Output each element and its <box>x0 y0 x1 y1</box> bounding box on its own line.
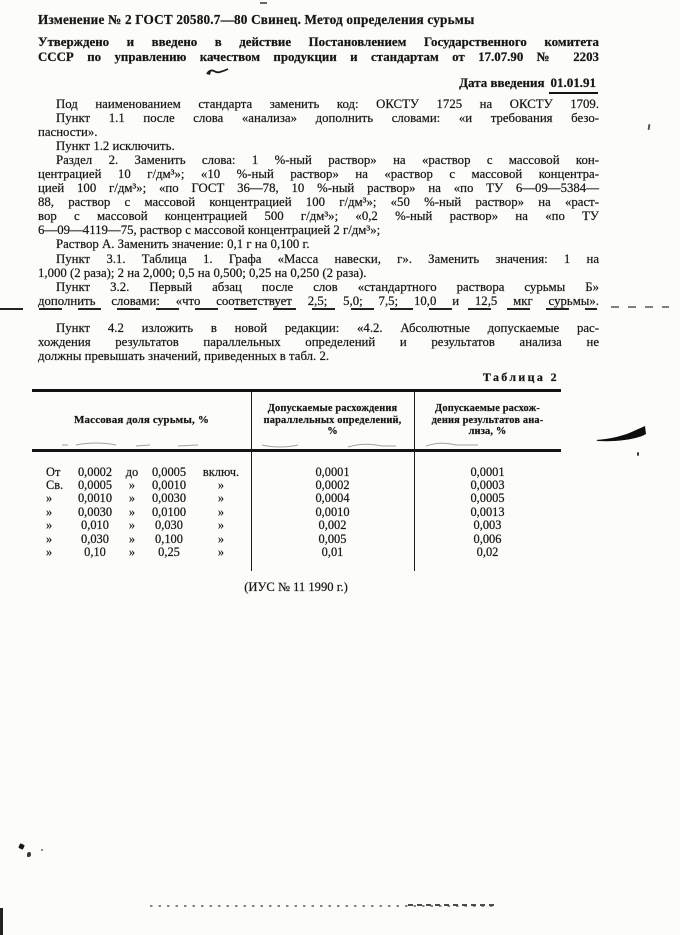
range-prefix: » <box>46 504 53 519</box>
body-line: 1,000 (2 раза); 2 на 2,000; 0,5 на 0,500; 0,25 на 0,250 (2 раза). <box>38 265 367 280</box>
range-to: 0,0010 <box>151 477 187 492</box>
body-line: хождения результатов параллельных определений и результатов анализа не <box>38 335 599 350</box>
range-from: 0,0030 <box>77 504 113 519</box>
col-header-line: % <box>327 426 338 438</box>
table-column-divider <box>414 392 415 571</box>
effective-date-label: Дата введения <box>459 75 545 90</box>
table-row <box>32 519 561 532</box>
body-line: дополнить словами: «что соответствует 2,5; 5,0; 7,5; 10,0 и 12,5 мкг сурьмы». <box>38 293 599 308</box>
col-header-line: Допускаемые расхождения <box>267 402 398 414</box>
col-header-mass-fraction: Массовая доля сурьмы, % <box>73 413 209 426</box>
table-row <box>32 466 561 479</box>
range-mid: » <box>128 531 136 546</box>
body-line: Раствор А. Заменить значение: 0,1 г на 0,100 г. <box>56 237 310 252</box>
range-to: 0,0100 <box>151 504 187 519</box>
range-from: 0,10 <box>84 545 106 560</box>
scan-artifact-tilde-mark <box>205 66 231 78</box>
range-mid: » <box>128 477 136 492</box>
scan-artifact-dashed-rule <box>0 308 597 310</box>
scan-artifact-speck <box>637 452 639 456</box>
range-from: 0,010 <box>81 518 109 533</box>
scan-artifact-top-dash <box>260 2 267 4</box>
analysis-value: 0,0005 <box>470 491 505 506</box>
col-header-line: параллельных определений, <box>263 414 402 426</box>
table-body <box>32 452 561 571</box>
body-line: 88, раствор с массовой концентрацией 100 г/дм³»; «50 %-ный раствор» на «раст- <box>38 195 599 210</box>
range-mid: » <box>128 545 136 560</box>
parallel-value: 0,0010 <box>315 504 350 519</box>
range-prefix: » <box>46 491 53 506</box>
table-2 <box>32 389 561 571</box>
scan-artifact-bottom-dotted-line <box>408 904 496 906</box>
parallel-value: 0,0001 <box>315 464 350 479</box>
scan-artifact-squiggle <box>424 441 544 449</box>
range-to: 0,25 <box>158 545 180 560</box>
scan-artifact-ink-blob <box>596 424 650 448</box>
range-mid: » <box>128 491 136 506</box>
amendment-text-block-2 <box>38 321 599 363</box>
col-header-line: лиза, % <box>468 426 507 438</box>
range-suffix: » <box>217 477 225 492</box>
table-row <box>32 546 561 559</box>
body-line: 6—09—4119—75, раствор с массовой концентрацией 2 г/дм³»; <box>38 223 381 238</box>
range-to: 0,100 <box>155 531 183 546</box>
range-from: 0,0002 <box>77 464 113 479</box>
range-prefix: » <box>46 545 53 560</box>
table-row <box>32 479 561 492</box>
scan-artifact-left-edge-bar <box>0 908 3 935</box>
range-prefix: » <box>46 518 53 533</box>
range-to: 0,030 <box>155 518 183 533</box>
range-suffix: » <box>217 504 225 519</box>
effective-date-value: 01.01.91 <box>549 75 599 94</box>
range-mid: до <box>125 464 139 479</box>
body-line: центрацией 10 г/дм³»; «10 %-ный раствор» на «раствор с массовой концентра- <box>38 167 599 182</box>
document-title: Изменение № 2 ГОСТ 20580.7—80 Свинец. Метод определения сурьмы <box>38 12 475 27</box>
parallel-value: 0,0002 <box>315 477 350 492</box>
table-column-divider <box>251 392 252 571</box>
body-line: Пункт 4.2 изложить в новой редакции: «4.2. Абсолютные допускаемые рас- <box>56 321 599 335</box>
body-line: пасности». <box>38 125 98 140</box>
range-from: 0,0010 <box>77 491 113 506</box>
body-line: Пункт 3.1. Таблица 1. Графа «Масса навески, г». Заменить значения: 1 на <box>56 251 599 266</box>
range-mid: » <box>128 518 136 533</box>
analysis-value: 0,0013 <box>470 504 505 519</box>
scan-artifact-speck <box>27 852 31 857</box>
effective-date-line <box>459 75 598 94</box>
body-line: цией 100 г/дм³»; «по ГОСТ 36—78, 10 %-ный раствор» на «по ТУ 6—09—5384— <box>38 181 599 196</box>
document-header <box>38 13 599 64</box>
analysis-value: 0,003 <box>473 518 502 533</box>
col-header-line: дения результатов ана- <box>431 414 544 426</box>
parallel-value: 0,002 <box>318 518 347 533</box>
approval-paragraph <box>38 35 599 64</box>
analysis-value: 0,0001 <box>470 464 505 479</box>
analysis-value: 0,0003 <box>470 477 505 492</box>
analysis-value: 0,006 <box>473 531 502 546</box>
parallel-value: 0,005 <box>318 531 347 546</box>
scan-artifact-speck <box>18 843 25 850</box>
col-header-line: Допускаемые расхож- <box>435 402 540 414</box>
scan-artifact-dashed-rule-right <box>611 306 669 308</box>
body-line: Пункт 3.2. Первый абзац после слов «стандартного раствора сурьмы Б» <box>56 279 599 294</box>
range-from: 0,030 <box>81 531 109 546</box>
range-to: 0,0005 <box>151 464 187 479</box>
table-row <box>32 492 561 505</box>
range-prefix: От <box>46 464 61 479</box>
range-suffix: » <box>217 531 225 546</box>
range-mid: » <box>128 504 136 519</box>
range-suffix: » <box>217 491 225 506</box>
source-note: (ИУС № 11 1990 г.) <box>244 580 348 594</box>
range-to: 0,0030 <box>151 491 187 506</box>
approval-line: СССР по управлению качеством продукции и стандартам от 17.07.90 № 2203 <box>38 49 599 64</box>
body-line: вор с массовой концентрацией 500 г/дм³»; «0,2 %-ный раствор» на «по ТУ <box>38 209 599 224</box>
range-suffix: » <box>217 545 225 560</box>
body-line: Пункт 1.1 после слова «анализа» дополнить словами: «и требования безо- <box>56 111 599 126</box>
amendment-text-block-1 <box>38 97 599 308</box>
scan-artifact-squiggle <box>60 440 200 448</box>
parallel-value: 0,01 <box>321 545 344 560</box>
scan-artifact-speck <box>41 849 43 851</box>
parallel-value: 0,0004 <box>315 491 350 506</box>
table-row <box>32 533 561 546</box>
body-line: Под наименованием стандарта заменить код: ОКСТУ 1725 на ОКСТУ 1709. <box>56 97 599 111</box>
range-suffix: » <box>217 518 225 533</box>
col-header-parallel-determinations <box>251 403 414 439</box>
range-suffix: включ. <box>202 464 240 479</box>
scan-artifact-squiggle <box>260 441 400 449</box>
body-line: Раздел 2. Заменить слова: 1 %-ный раствор» на «раствор с массовой кон- <box>56 153 599 168</box>
table-row <box>32 506 561 519</box>
table-caption: Таблица 2 <box>482 370 559 384</box>
col-header-analysis-results <box>414 403 561 439</box>
range-from: 0,0005 <box>77 477 113 492</box>
analysis-value: 0,02 <box>476 545 499 560</box>
scan-artifact-speck <box>648 124 651 130</box>
body-line: должны превышать значений, приведенных в табл. 2. <box>38 349 330 364</box>
body-line: Пункт 1.2 исключить. <box>56 139 175 154</box>
range-prefix: » <box>46 531 53 546</box>
range-prefix: Св. <box>46 477 64 492</box>
approval-line: Утверждено и введено в действие Постановлением Государственного комитета <box>38 35 599 49</box>
